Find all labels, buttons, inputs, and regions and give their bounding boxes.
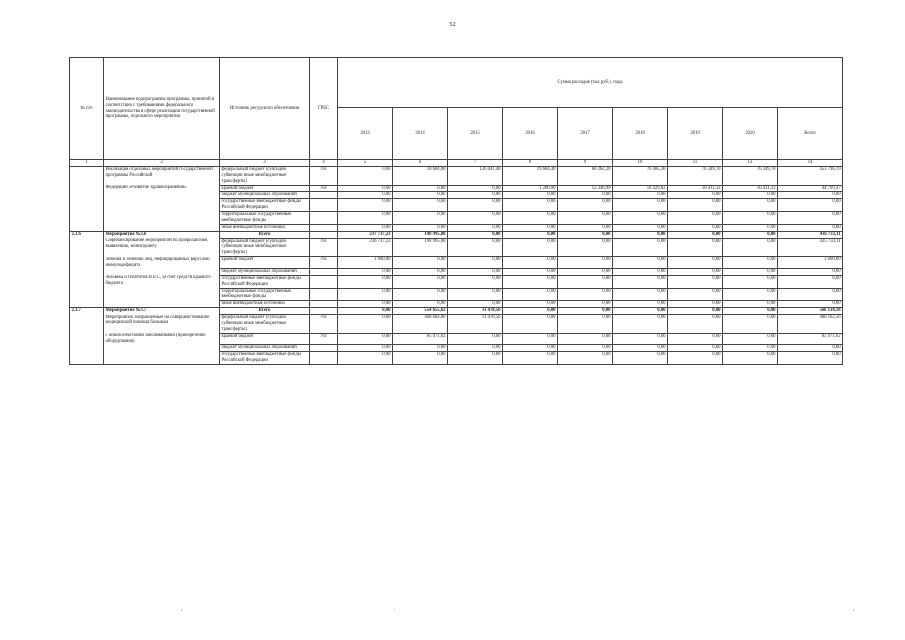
row-source: Всего <box>220 231 310 238</box>
page-number: 52 <box>449 21 456 28</box>
row-value: 0,00 <box>723 345 778 352</box>
row-value: 453 796,70 <box>778 166 843 185</box>
row-value: 0,00 <box>558 199 613 212</box>
row-value: 44 799,47 <box>778 185 843 192</box>
row-number <box>70 224 104 231</box>
row-value: 0,00 <box>448 268 503 275</box>
row-value: 0,00 <box>338 308 393 315</box>
table-row <box>70 231 843 238</box>
row-number <box>70 192 104 199</box>
row-value: 0,00 <box>668 345 723 352</box>
row-value: 0,00 <box>723 238 778 257</box>
row-value: 0,00 <box>393 224 448 231</box>
table-row <box>70 275 843 288</box>
row-grbs <box>310 275 338 288</box>
row-value: 0,00 <box>668 238 723 257</box>
row-value: 0,00 <box>448 275 503 288</box>
row-value: 0,00 <box>558 224 613 231</box>
row-source: государственные внебюджетные фонды Российской Федерации <box>220 275 310 288</box>
row-grbs <box>310 224 338 231</box>
row-value: 0,00 <box>393 352 448 365</box>
row-grbs <box>310 288 338 301</box>
row-value: 0,00 <box>448 199 503 212</box>
row-value: 0,00 <box>668 212 723 225</box>
row-value: 0,00 <box>558 301 613 308</box>
header-year: Всего <box>778 108 843 160</box>
row-grbs: 761 <box>310 257 338 269</box>
row-value: 0,00 <box>338 275 393 288</box>
row-value: 0,00 <box>668 268 723 275</box>
header-year: 2018 <box>613 108 668 160</box>
row-number <box>70 345 104 352</box>
row-value: 0,00 <box>723 199 778 212</box>
row-value: 0,00 <box>613 345 668 352</box>
row-grbs <box>310 192 338 199</box>
header-year: 2015 <box>448 108 503 160</box>
row-value: 0,00 <box>338 199 393 212</box>
row-value: 0,00 <box>613 231 668 238</box>
row-value: 0,00 <box>448 257 503 269</box>
row-value: 435 733,11 <box>778 238 843 257</box>
row-name: с онкологическими заболеваниями (приобретение оборудования) <box>104 333 220 345</box>
row-value: 0,00 <box>668 315 723 334</box>
row-grbs: 761 <box>310 238 338 257</box>
row-value: 0,00 <box>723 288 778 301</box>
header-year: 2017 <box>558 108 613 160</box>
row-value: 1 000,00 <box>778 257 843 269</box>
row-name: Федерации «Развитие здравоохранения» <box>104 185 220 192</box>
footer-mark: , <box>181 606 183 612</box>
table-row <box>70 199 843 212</box>
row-value: 76 485,30 <box>613 166 668 185</box>
row-name: Мероприятия, направленные на совершенствование медицинской помощи больным <box>104 315 220 334</box>
row-grbs: 761 <box>310 333 338 345</box>
row-value: 0,00 <box>503 268 558 275</box>
row-name <box>104 224 220 231</box>
index-cell: 3 <box>220 160 310 167</box>
row-value: 566 134,18 <box>778 308 843 315</box>
row-value: 0,00 <box>393 275 448 288</box>
row-number <box>70 212 104 225</box>
row-value: 0,00 <box>393 345 448 352</box>
row-number <box>70 333 104 345</box>
row-value: 0,00 <box>723 231 778 238</box>
table-row <box>70 315 843 334</box>
row-value: 0,00 <box>558 345 613 352</box>
row-value: 0,00 <box>668 192 723 199</box>
row-name: Реализация отдельных мероприятий государственной программы Российской <box>104 166 220 185</box>
row-value: 0,00 <box>613 333 668 345</box>
row-source: Всего <box>220 308 310 315</box>
row-value: 0,00 <box>338 224 393 231</box>
row-value: 0,00 <box>723 224 778 231</box>
row-value: 0,00 <box>393 199 448 212</box>
row-value: 0,00 <box>668 288 723 301</box>
row-name: человека и гепатитов В и С, за счет средств краевого бюджета <box>104 275 220 288</box>
row-value: 0,00 <box>613 238 668 257</box>
index-cell: 4 <box>310 160 338 167</box>
row-value: 0,00 <box>778 192 843 199</box>
row-value: 0,00 <box>613 224 668 231</box>
row-source: бюджет муниципальных образований <box>220 268 310 275</box>
row-source: бюджет муниципальных образований <box>220 345 310 352</box>
row-value: 0,00 <box>778 352 843 365</box>
row-source: иные внебюджетные источники <box>220 301 310 308</box>
row-value: 198 995,88 <box>393 231 448 238</box>
row-value: 0,00 <box>448 231 503 238</box>
index-cell: 6 <box>393 160 448 167</box>
index-cell: 10 <box>613 160 668 167</box>
row-source: краевой бюджет <box>220 257 310 269</box>
row-number: 2.3.7 <box>70 308 104 315</box>
row-value: 0,00 <box>558 288 613 301</box>
row-value: 0,00 <box>503 275 558 288</box>
row-source: краевой бюджет <box>220 185 310 192</box>
row-value: 11 478,56 <box>448 315 503 334</box>
row-value: 480 162,56 <box>778 315 843 334</box>
row-source: иные внебюджетные источники <box>220 224 310 231</box>
row-value: 0,00 <box>723 301 778 308</box>
row-source: федеральный бюджет (субсидии субвенции иные межбюджетные трансферты) <box>220 238 310 257</box>
row-number <box>70 238 104 257</box>
row-value: 126 041,40 <box>448 166 503 185</box>
row-value: 0,00 <box>778 288 843 301</box>
row-value: 0,00 <box>778 275 843 288</box>
row-value: 0,00 <box>778 301 843 308</box>
row-source: бюджет муниципальных образований <box>220 192 310 199</box>
row-name <box>104 345 220 352</box>
header-year: 2016 <box>503 108 558 160</box>
row-value: 0,00 <box>558 352 613 365</box>
row-value: 0,00 <box>613 308 668 315</box>
row-value: 0,00 <box>723 308 778 315</box>
row-value: 0,00 <box>668 352 723 365</box>
row-value: 0,00 <box>448 185 503 192</box>
row-grbs <box>310 345 338 352</box>
row-value: 0,00 <box>613 212 668 225</box>
row-source: федеральный бюджет (субсидии субвенции иные межбюджетные трансферты) <box>220 315 310 334</box>
row-value: 0,00 <box>503 257 558 269</box>
row-name: Мероприятие №3.6 <box>104 231 220 238</box>
row-value: 0,00 <box>723 192 778 199</box>
index-cell: 14 <box>778 160 843 167</box>
row-grbs <box>310 268 338 275</box>
row-value: 0,00 <box>448 333 503 345</box>
row-number <box>70 268 104 275</box>
row-source: территориальные государственные внебюджетные фонды <box>220 288 310 301</box>
row-value: 12 346,99 <box>558 185 613 192</box>
row-value: 0,00 <box>558 308 613 315</box>
table-row <box>70 166 843 185</box>
row-value: 0,00 <box>558 257 613 269</box>
header-year: 2020 <box>723 108 778 160</box>
row-value: 0,00 <box>503 345 558 352</box>
row-value: 0,00 <box>448 224 503 231</box>
table-row <box>70 268 843 275</box>
row-value: 554 655,62 <box>393 308 448 315</box>
row-value: 0,00 <box>503 301 558 308</box>
row-grbs <box>310 352 338 365</box>
row-value: 0,00 <box>558 238 613 257</box>
row-number <box>70 166 104 185</box>
row-value: 0,00 <box>448 301 503 308</box>
index-cell: 1 <box>70 160 104 167</box>
table-row <box>70 288 843 301</box>
row-source: федеральный бюджет (субсидии субвенции иные межбюджетные трансферты) <box>220 166 310 185</box>
row-value: 0,00 <box>338 345 393 352</box>
row-value: 0,00 <box>613 192 668 199</box>
row-grbs <box>310 308 338 315</box>
table-row <box>70 301 843 308</box>
header-year: 2019 <box>668 108 723 160</box>
table-row <box>70 345 843 352</box>
row-value: 0,00 <box>723 268 778 275</box>
footer-mark: . <box>394 606 396 612</box>
row-grbs: 761 <box>310 185 338 192</box>
table-row <box>70 308 843 315</box>
row-value: 0,00 <box>668 308 723 315</box>
row-value: 0,00 <box>448 212 503 225</box>
row-value: 0,00 <box>668 333 723 345</box>
row-value: 0,00 <box>558 333 613 345</box>
row-value: 0,00 <box>668 199 723 212</box>
row-value: 0,00 <box>668 231 723 238</box>
index-cell: 2 <box>104 160 220 167</box>
index-cell: 12 <box>723 160 778 167</box>
row-name <box>104 352 220 365</box>
row-grbs <box>310 231 338 238</box>
header-source: Источник ресурсного обеспечения <box>220 58 310 160</box>
row-value: 11 478,56 <box>448 308 503 315</box>
row-source: территориальные государственные внебюджетные фонды <box>220 212 310 225</box>
row-value: 0,00 <box>503 315 558 334</box>
row-source: государственные внебюджетные фонды Российской Федерации <box>220 199 310 212</box>
row-value: 0,00 <box>613 268 668 275</box>
row-value: 0,00 <box>723 275 778 288</box>
row-value: 0,00 <box>448 288 503 301</box>
row-value: 236 737,23 <box>338 238 393 257</box>
row-value: 0,00 <box>558 231 613 238</box>
row-value: 0,00 <box>503 199 558 212</box>
row-value: 0,00 <box>338 288 393 301</box>
row-value: 0,00 <box>558 212 613 225</box>
row-number <box>70 301 104 308</box>
row-value: 0,00 <box>613 352 668 365</box>
row-value: 0,00 <box>613 275 668 288</box>
index-cell: 9 <box>558 160 613 167</box>
row-value: 0,00 <box>503 224 558 231</box>
row-value: 0,00 <box>668 275 723 288</box>
row-value: 0,00 <box>558 192 613 199</box>
row-value: 1 000,00 <box>338 257 393 269</box>
row-value: 468 684,00 <box>393 315 448 334</box>
table-row <box>70 257 843 269</box>
row-grbs <box>310 199 338 212</box>
row-name: лечения и лечению лиц, инфицированных вирусами иммунодефицита <box>104 257 220 269</box>
header-year: 2013 <box>338 108 393 160</box>
row-value: 0,00 <box>778 212 843 225</box>
row-name <box>104 199 220 212</box>
row-value: 0,00 <box>338 352 393 365</box>
row-source: краевой бюджет <box>220 333 310 345</box>
row-number <box>70 257 104 269</box>
budget-table <box>69 57 843 365</box>
row-value: 76 349,70 <box>668 166 723 185</box>
row-number <box>70 288 104 301</box>
row-value: 0,00 <box>668 224 723 231</box>
row-value: 0,00 <box>503 352 558 365</box>
table-row <box>70 238 843 257</box>
row-value: 0,00 <box>393 257 448 269</box>
row-name <box>104 288 220 301</box>
row-value: 19 684,40 <box>503 166 558 185</box>
row-value: 198 995,88 <box>393 238 448 257</box>
row-value: 10 411,33 <box>668 185 723 192</box>
row-value: 60 282,20 <box>558 166 613 185</box>
row-value: 0,00 <box>448 192 503 199</box>
header-row-top <box>70 58 843 108</box>
row-value: 0,00 <box>393 212 448 225</box>
row-name <box>104 301 220 308</box>
row-value: 0,00 <box>613 199 668 212</box>
row-value: 0,00 <box>613 288 668 301</box>
row-name: Мероприятие №3.7 <box>104 308 220 315</box>
row-value: 0,00 <box>503 231 558 238</box>
row-number <box>70 185 104 192</box>
row-value: 0,00 <box>503 288 558 301</box>
row-value: 0,00 <box>723 315 778 334</box>
row-value: 0,00 <box>503 212 558 225</box>
row-value: 0,00 <box>393 301 448 308</box>
row-value: 0,00 <box>338 268 393 275</box>
row-value: 0,00 <box>448 352 503 365</box>
row-value: 0,00 <box>723 212 778 225</box>
index-row <box>70 160 843 167</box>
table-row <box>70 333 843 345</box>
row-number <box>70 275 104 288</box>
row-value: 237 737,23 <box>338 231 393 238</box>
index-cell: 8 <box>503 160 558 167</box>
header-grbs: ГРБС <box>310 58 338 160</box>
row-grbs: 761 <box>310 166 338 185</box>
row-value: 0,00 <box>778 345 843 352</box>
table-row <box>70 185 843 192</box>
row-value: 0,00 <box>338 192 393 199</box>
row-value: 0,00 <box>503 308 558 315</box>
row-grbs <box>310 212 338 225</box>
row-value: 0,00 <box>393 185 448 192</box>
index-cell: 11 <box>668 160 723 167</box>
row-value: 0,00 <box>503 192 558 199</box>
row-value: 1 200,00 <box>503 185 558 192</box>
row-value: 10 429,82 <box>613 185 668 192</box>
row-grbs <box>310 301 338 308</box>
table-row <box>70 352 843 365</box>
row-value: 0,00 <box>448 238 503 257</box>
row-value: 0,00 <box>393 192 448 199</box>
row-number: 2.3.6 <box>70 231 104 238</box>
row-value: 0,00 <box>338 212 393 225</box>
header-year: 2014 <box>393 108 448 160</box>
table-row <box>70 224 843 231</box>
row-grbs: 761 <box>310 315 338 334</box>
row-value: 0,00 <box>338 333 393 345</box>
row-value: 0,00 <box>668 301 723 308</box>
row-name <box>104 268 220 275</box>
row-name <box>104 212 220 225</box>
row-number <box>70 315 104 334</box>
header-name: Наименование подпрограммы программы, принятой в соответствии с требованиями федерального законодательства в сфере реализации государственной программы, отдельного мероприятия <box>104 58 220 160</box>
row-value: 0,00 <box>338 315 393 334</box>
row-value: 0,00 <box>503 238 558 257</box>
row-value: 76 349,70 <box>723 166 778 185</box>
row-number <box>70 199 104 212</box>
row-value: 85 971,62 <box>393 333 448 345</box>
row-value: 0,00 <box>778 199 843 212</box>
row-value: 0,00 <box>558 268 613 275</box>
index-cell: 7 <box>448 160 503 167</box>
row-value: 0,00 <box>723 333 778 345</box>
row-value: 0,00 <box>778 268 843 275</box>
header-amount: Сумма расходов (тыс руб.), годы <box>338 58 843 108</box>
table-row <box>70 192 843 199</box>
footer-mark: , <box>853 606 855 612</box>
row-name: Софинансирование мероприятий по профилактике, выявлению, мониторингу <box>104 238 220 257</box>
row-value: 0,00 <box>503 333 558 345</box>
index-cell: 5 <box>338 160 393 167</box>
row-value: 0,00 <box>613 301 668 308</box>
row-value: 18 604,00 <box>393 166 448 185</box>
row-value: 0,00 <box>723 257 778 269</box>
row-value: 0,00 <box>668 257 723 269</box>
row-source: государственные внебюджетные фонды Российской Федерации <box>220 352 310 365</box>
row-value: 0,00 <box>723 352 778 365</box>
row-number <box>70 352 104 365</box>
header-num: № п/п <box>70 58 104 160</box>
row-value: 0,00 <box>393 268 448 275</box>
row-value: 0,00 <box>393 288 448 301</box>
row-value: 0,00 <box>558 315 613 334</box>
row-value: 0,00 <box>613 315 668 334</box>
row-name <box>104 192 220 199</box>
row-value: 436 733,11 <box>778 231 843 238</box>
row-value: 10 411,33 <box>723 185 778 192</box>
row-value: 85 971,62 <box>778 333 843 345</box>
row-value: 0,00 <box>613 257 668 269</box>
row-value: 0,00 <box>338 166 393 185</box>
row-value: 0,00 <box>338 301 393 308</box>
row-value: 0,00 <box>338 185 393 192</box>
row-value: 0,00 <box>448 345 503 352</box>
row-value: 0,00 <box>558 275 613 288</box>
row-value: 0,00 <box>778 224 843 231</box>
table-row <box>70 212 843 225</box>
